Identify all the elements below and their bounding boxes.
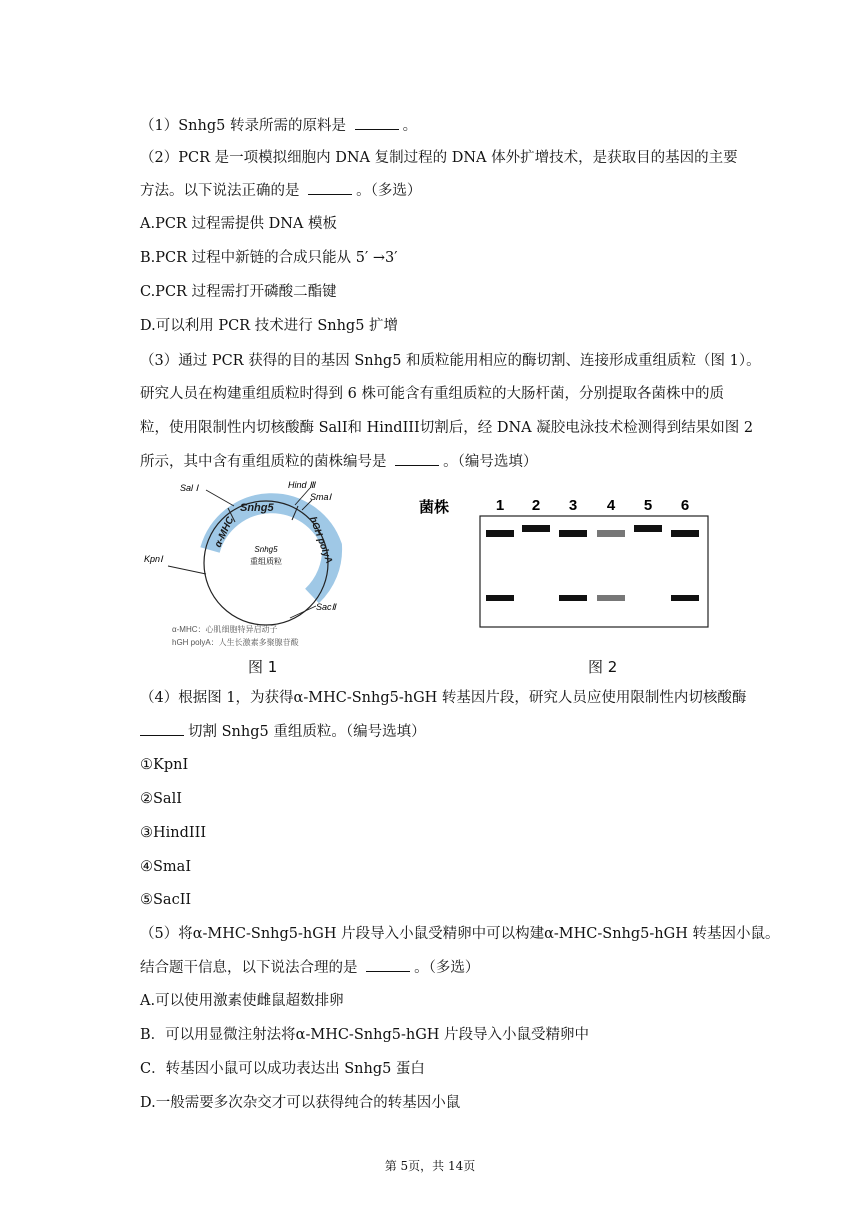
q3-line2: 研究人员在构建重组质粒时得到 6 株可能含有重组质粒的大肠杆菌，分别提取各菌株中的质 (140, 386, 724, 402)
q4-option-1: ①KpnI (140, 757, 189, 773)
q5-option-b: B．可以用显微注射法将α-MHC-Snhg5-hGH 片段导入小鼠受精卵中 (140, 1027, 590, 1043)
q1-answer-blank[interactable] (355, 115, 399, 130)
lane-label-3: 3 (568, 497, 578, 514)
q5-line2 (140, 957, 479, 978)
figure2-caption: 图 2 (588, 658, 618, 676)
q2-line2-text: 方法。以下说法正确的是 (140, 183, 305, 199)
lane-label-2: 2 (531, 497, 541, 514)
hind-label: Hind Ⅲ (288, 480, 316, 490)
q4-option-4: ④SmaI (140, 859, 192, 875)
q5-option-d: D.一般需要多次杂交才可以获得纯合的转基因小鼠 (140, 1095, 461, 1111)
band-6-lower (671, 595, 699, 601)
lane-label-4: 4 (606, 497, 616, 514)
q2-option-b: B.PCR 过程中新链的合成只能从 5′ →3′ (140, 250, 398, 266)
q3-line1: （3）通过 PCR 获得的目的基因 Snhg5 和质粒能用相应的酶切割、连接形成重组质粒（图 1）。 (140, 353, 761, 369)
q2-line1: （2）PCR 是一项模拟细胞内 DNA 复制过程的 DNA 体外扩增技术，是获取目的基因的主要 (140, 150, 738, 166)
q4-line2-text: 切割 Snhg5 重组质粒。（编号选填） (188, 724, 426, 740)
lane-label-1: 1 (495, 497, 505, 514)
q3-line4 (140, 451, 537, 472)
q4-answer-blank[interactable] (140, 721, 184, 736)
gel-electrophoresis-figure (415, 488, 715, 638)
band-1-lower (486, 595, 514, 601)
hgh-label: hGH polyA (307, 515, 335, 566)
mhc-label: α-MHC (212, 515, 237, 550)
band-6-upper (671, 530, 699, 537)
snhg5-arc-label: Snhg5 (240, 502, 274, 514)
q2-answer-blank[interactable] (308, 180, 352, 195)
legend-hgh: hGH polyA：人生长激素多聚腺苷酸 (172, 638, 299, 647)
q4-line1: （4）根据图 1，为获得α-MHC-Snhg5-hGH 转基因片段，研究人员应使用限制性内切核酸酶 (140, 690, 747, 706)
legend-mhc: α-MHC：心肌细胞特异启动子 (172, 625, 278, 634)
sac-label: SacⅡ (316, 602, 336, 612)
q1-line (140, 115, 417, 136)
q5-line2-text: 结合题干信息，以下说法合理的是 (140, 960, 363, 976)
strain-label: 菌株 (419, 498, 450, 516)
kpn-label: KpnⅠ (144, 554, 163, 564)
q4-option-3: ③HindIII (140, 825, 207, 841)
band-1-upper (486, 530, 514, 537)
sac-pointer (290, 606, 316, 618)
q5-option-c: C．转基因小鼠可以成功表达出 Snhg5 蛋白 (140, 1061, 425, 1077)
q2-option-c: C.PCR 过程需打开磷酸二酯键 (140, 284, 337, 300)
plasmid-map-figure (140, 478, 390, 648)
q2-line2 (140, 180, 421, 201)
center-label-1: Snhg5 (254, 545, 278, 554)
band-3-upper (559, 530, 587, 537)
lane-label-5: 5 (643, 497, 653, 514)
page-footer: 第 5页，共 14页 (384, 1159, 476, 1173)
q3-line4-after: 。（编号选填） (443, 454, 538, 470)
kpn-pointer (168, 566, 206, 574)
q2-option-a: A.PCR 过程需提供 DNA 模板 (140, 216, 337, 232)
q4-option-5: ⑤SacII (140, 892, 192, 908)
q2-option-d: D.可以利用 PCR 技术进行 Snhg5 扩增 (140, 318, 399, 334)
q3-answer-blank[interactable] (395, 451, 439, 466)
sma-label: SmaⅠ (310, 492, 332, 502)
q1-text: （1）Snhg5 转录所需的原料是 (140, 118, 351, 134)
q1-text-after: 。 (402, 118, 418, 134)
q5-line1: （5）将α-MHC-Snhg5-hGH 片段导入小鼠受精卵中可以构建α-MHC-Snhg5-hGH 转基因小鼠。 (140, 926, 780, 942)
band-3-lower (559, 595, 587, 601)
lane-label-6: 6 (680, 497, 690, 514)
q3-line3: 粒，使用限制性内切核酸酶 SalI和 HindIII切割后，经 DNA 凝胶电泳技术检测得到结果如图 2 (140, 420, 754, 436)
q5-option-a: A.可以使用激素使雌鼠超数排卵 (140, 993, 344, 1009)
figure1-caption: 图 1 (248, 658, 278, 676)
sal-label: Sal Ⅰ (180, 483, 199, 493)
q4-line2 (140, 721, 426, 742)
center-label-2: 重组质粒 (250, 557, 282, 566)
q5-line2-after: 。（多选） (414, 960, 480, 976)
band-4-lower (597, 595, 625, 601)
band-5-upper (634, 525, 662, 532)
sal-pointer (206, 490, 234, 506)
q2-line2-after: 。（多选） (356, 183, 422, 199)
q3-line4-text: 所示，其中含有重组质粒的菌株编号是 (140, 454, 392, 470)
band-4-upper (597, 530, 625, 537)
q4-option-2: ②SalI (140, 791, 182, 807)
q5-answer-blank[interactable] (366, 957, 410, 972)
band-2-upper (522, 525, 550, 532)
